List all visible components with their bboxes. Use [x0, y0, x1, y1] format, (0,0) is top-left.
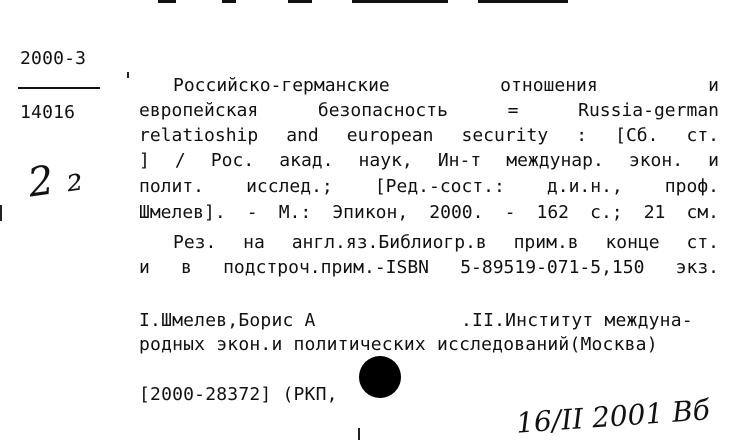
- ink-blot: [359, 356, 401, 398]
- top-edge-marks: [0, 0, 750, 10]
- body-line: европейская безопасность = Russia-german: [139, 100, 719, 121]
- body-line: полит. исслед.; [Ред.-сост.: д.и.н., проф.: [139, 176, 719, 197]
- speck-mark: [127, 72, 129, 78]
- title-line: Российско-германские отношения и: [173, 75, 719, 96]
- notes-line: и в подстроч.прим.-ISBN 5-89519-071-5,150 экз.: [139, 257, 719, 278]
- edge-mark: [352, 0, 448, 3]
- edge-mark: [158, 0, 176, 3]
- call-number-top: 2000-3: [20, 48, 87, 69]
- notes-line: Рез. на англ.яз.Библиогр.в прим.в конце ст.: [173, 232, 719, 253]
- call-number-divider: [18, 87, 100, 89]
- edge-mark-left: [0, 205, 2, 221]
- record-code: [2000-28372] (РКП,: [139, 384, 338, 405]
- heading-author: I.Шмелев,Борис А: [139, 310, 316, 331]
- edge-mark: [288, 0, 312, 3]
- edge-mark: [478, 0, 568, 3]
- body-line: relatioship and european security : [Сб. ст.: [139, 125, 719, 146]
- call-number-bottom: 14016: [20, 102, 76, 123]
- heading-corporate: .II.Институт междуна-: [461, 310, 693, 331]
- body-line: ] / Рос. акад. наук, Ин-т междунар. экон. и: [139, 150, 719, 171]
- body-line: Шмелев]. - М.: Эпикон, 2000. - 162 с.; 21 см.: [139, 202, 719, 223]
- handwritten-date: 16/II 2001 Вб: [515, 393, 711, 440]
- edge-mark: [222, 0, 236, 3]
- heading-corporate-continued: родных экон.и политических исследований(Москва): [139, 334, 658, 355]
- margin-handwriting: 2 ₂: [25, 153, 86, 207]
- bottom-edge-mark: [358, 428, 360, 440]
